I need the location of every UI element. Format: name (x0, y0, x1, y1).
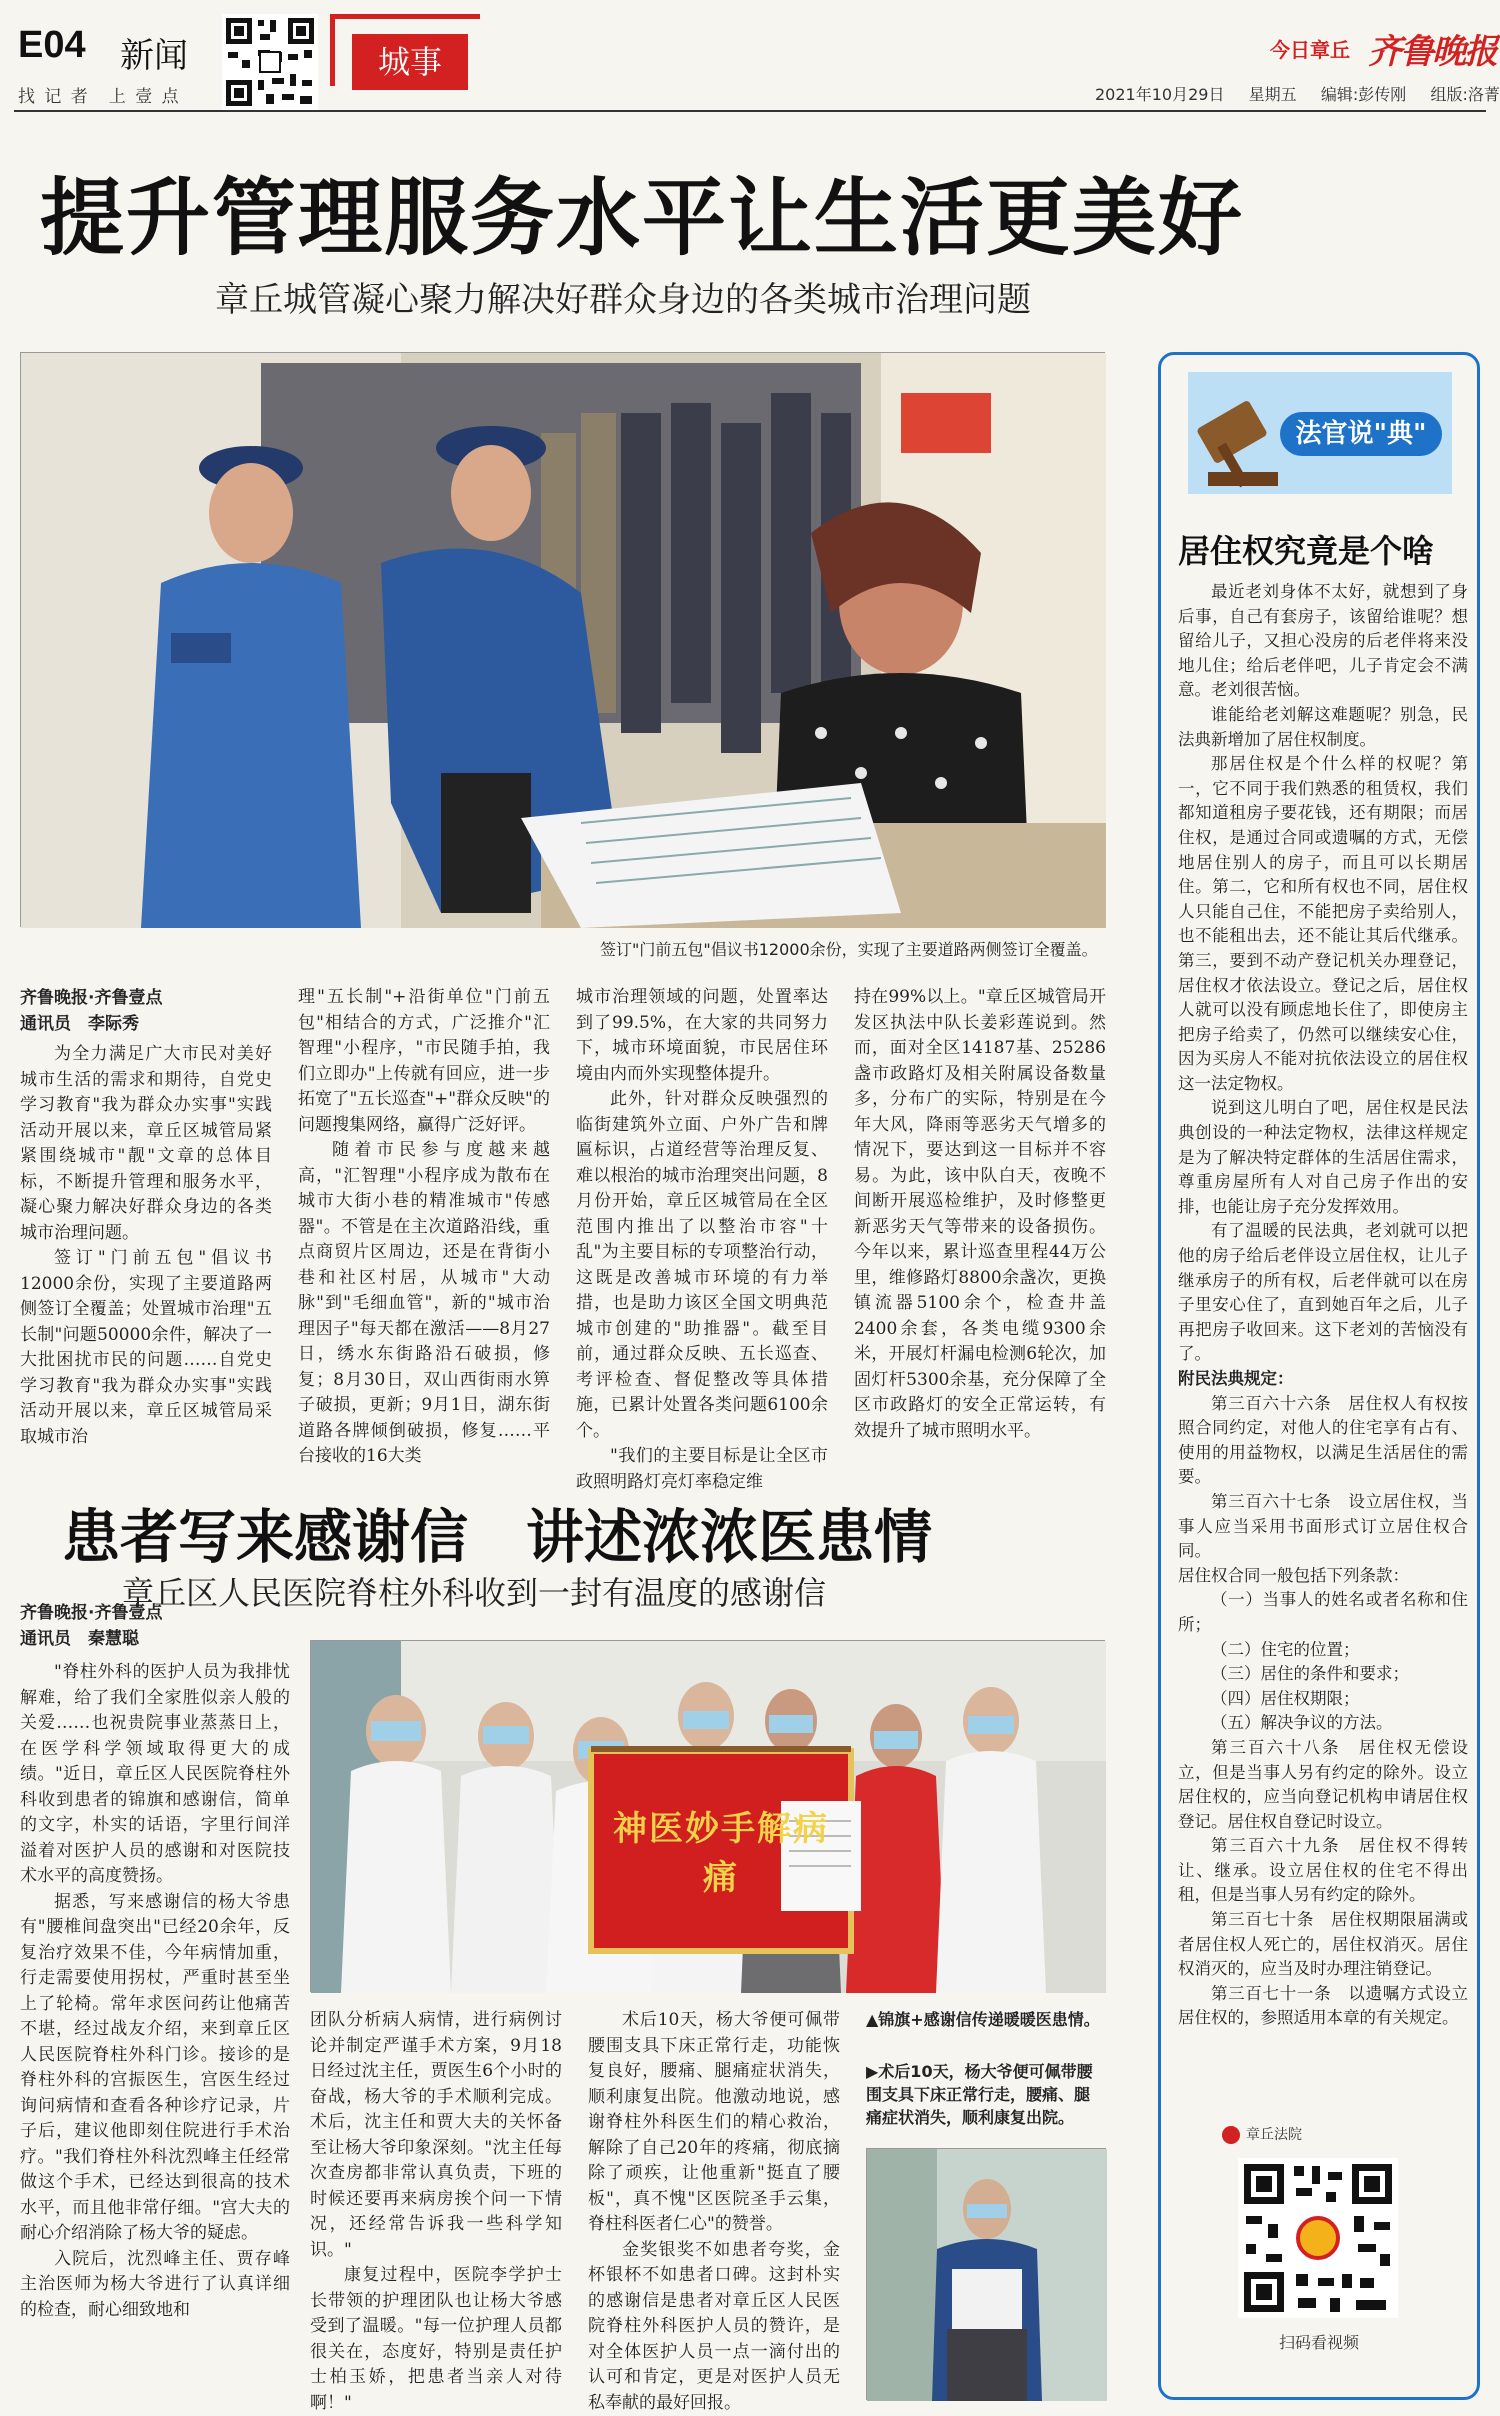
article1-column-1 (20, 1042, 272, 1452)
article2-caption-2: ▶术后10天，杨大爷便可佩带腰围支具下床正常行走，腰痛、腿痛症状消失，顺利康复出院。 (866, 2060, 1101, 2129)
editor: 编辑:彭传刚 (1321, 85, 1406, 104)
law-article: 第三百七十一条 以遗嘱方式设立居住权的，参照适用本章的有关规定。 (1178, 1982, 1468, 2031)
law-article: （二）住宅的位置； (1178, 1638, 1468, 1663)
masthead-rule (14, 110, 1486, 112)
sidebar-qr-code (1238, 2158, 1398, 2318)
article1-byline-outlet: 齐鲁晚报·齐鲁壹点 (20, 985, 270, 1011)
paragraph: 康复过程中，医院李学护士长带领的护理团队也让杨大爷感受到了温暖。"每一位护理人员都很关在，态度好，特别是责任护士柏玉娇，把患者当亲人对待啊！" (310, 2263, 562, 2416)
date-line (1095, 82, 1500, 105)
paragraph: 城市治理领域的问题，处置率达到了99.5%，在大家的共同努力下，城市环境面貌，市民居住环境由内而外实现整体提升。 (576, 985, 828, 1087)
paragraph: 金奖银奖不如患者夸奖，金杯银杯不如患者口碑。这封朴实的感谢信是患者对章丘区人民医院脊柱外科医护人员的赞许，是对全体医护人员一点一滴付出的认可和肯定，更是对医护人员无私奉献的最好回报。 (588, 2238, 840, 2416)
article2-subhead: 章丘区人民医院脊柱外科收到一封有温度的感谢信 (122, 1568, 1082, 1614)
sidebar-title: 居住权究竟是个啥 (1178, 526, 1468, 572)
paragraph: 签订"门前五包"倡议书12000余份，实现了主要道路两侧签订全覆盖；处置城市治理"五长制"问题50000余件，解决了一大批困扰市民的问题……自党史学习教育"我为群众办实事"实践活动开展以来，章丘区城管局采取城市治 (20, 1246, 272, 1450)
article2-column-3 (588, 2008, 840, 2400)
article2-column-1 (20, 1660, 290, 2400)
paragraph: 那居住权是个什么样的权呢？第一，它不同于我们熟悉的租赁权，我们都知道租房子要花钱，还有期限；而居住权，是通过合同或遗嘱的方式，无偿地居住别人的房子，而且可以长期居住。第二，它和所有权也不同，居住权人只能自己住，不能把房子卖给别人，也不能租出去，还不能让其后代继承。第三，要到不动产登记机关办理登记，居住权才依法设立。登记之后，居住权人就可以没有顾虑地长住了，即使房主把房子给卖了，仍然可以继续安心住，因为买房人不能对抗依法设立的居住权这一法定物权。 (1178, 752, 1468, 1096)
paper-logo: 齐鲁晚报 (1368, 24, 1496, 73)
article2-photo (310, 1640, 1105, 1992)
law-article: （三）居住的条件和要求； (1178, 1662, 1468, 1687)
paragraph: 说到这儿明白了吧，居住权是民法典创设的一种法定物权，法律这样规定是为了解决特定群体的生活居住需求，尊重房屋所有人对自己房子作出的安排，也能让房子充分发挥效用。 (1178, 1096, 1468, 1219)
article2-byline-outlet: 齐鲁晚报·齐鲁壹点 (20, 1600, 290, 1626)
article2-byline-reporter: 通讯员 秦慧聪 (20, 1626, 290, 1652)
sidebar-body (1178, 580, 1468, 2100)
section-label: 新闻 (120, 28, 188, 77)
page-number: E04 (18, 24, 86, 67)
paragraph: 持在99%以上。"章丘区城管局开发区执法中队长姜彩莲说到。然而，面对全区14187基、25286盏市政路灯及相关附属设备数量多，分布广的实际，特别是在今年大风，降雨等恶劣天气增多的情况下，要达到这一目标并不容易。为此，该中队白天，夜晚不间断开展巡检维护，及时修整更新恶劣天气等带来的设备损伤。今年以来，累计巡查里程44万公里，维修路灯8800余盏次，更换镇流器5100余个，检查井盖2400余套，各类电缆9300余米，开展灯杆漏电检测6轮次，加固灯杆5300余基，充分保障了全区市政路灯的安全正常运转，有效提升了城市照明水平。 (854, 985, 1106, 1444)
law-article: 第三百七十条 居住权期限届满或者居住权人死亡的，居住权消灭。居住权消灭的，应当及时办理注销登记。 (1178, 1908, 1468, 1982)
sidebar-attach-title: 附民法典规定： (1178, 1367, 1468, 1392)
slogan: 找 记 者 上 壹 点 (18, 82, 181, 107)
issue-date: 2021年10月29日 (1095, 85, 1224, 104)
court-label: 章丘法院 (1246, 2124, 1302, 2144)
paragraph: 谁能给老刘解这难题呢？别急，民法典新增加了居住权制度。 (1178, 703, 1468, 752)
law-article: 居住权合同一般包括下列条款： (1178, 1564, 1468, 1589)
paragraph: 随着市民参与度越来越高，"汇智理"小程序成为散布在城市大街小巷的精准城市"传感器"。不管是在主次道路沿线，重点商贸片区周边，还是在背街小巷和社区村居，从城市"大动脉"到"毛细血管"，新的"城市治理因子"每天都在激活——8月27日，绣水东街路沿石破损，修复；8月30日，双山西街雨水箅子破损，更新；9月1日，湖东街道路各牌倾倒破损，修复……平台接收的16大类 (298, 1138, 550, 1470)
article2-headline: 患者写来感谢信 讲述浓浓医患情 (62, 1490, 1102, 1574)
paragraph: 入院后，沈烈峰主任、贾存峰主治医师为杨大爷进行了认真详细的检查，耐心细致地和 (20, 2247, 290, 2324)
article1-byline (20, 985, 270, 1037)
section-tag: 城事 (352, 34, 468, 90)
article1-column-3 (576, 985, 828, 1452)
court-emblem-icon (1222, 2126, 1240, 2144)
paragraph: 理"五长制"+沿街单位"门前五包"相结合的方式，广泛推介"汇智理"小程序，"市民随手拍，我们立即办"上传就有回应，进一步拓宽了"五长巡查"+"群众反映"的问题搜集网络，赢得广泛好评。 (298, 985, 550, 1138)
law-article: （四）居住权期限； (1178, 1687, 1468, 1712)
law-article: 第三百六十九条 居住权不得转让、继承。设立居住权的住宅不得出租，但是当事人另有约定的除外。 (1178, 1834, 1468, 1908)
masthead-qr-code (222, 14, 318, 110)
paragraph: "我们的主要目标是让全区市政照明路灯亮灯率稳定维 (576, 1444, 828, 1495)
law-article: 第三百六十八条 居住权无偿设立，但是当事人另有约定的除外。设立居住权的，应当向登记机构申请居住权登记。居住权自登记时设立。 (1178, 1736, 1468, 1834)
paragraph: 有了温暖的民法典，老刘就可以把他的房子给后老伴设立居住权，让儿子继承房子的所有权，后老伴就可以在房子里安心住了，直到她百年之后，儿子再把房子收回来。这下老刘的苦恼没有了。 (1178, 1219, 1468, 1367)
paragraph: 最近老刘身体不太好，就想到了身后事，自己有套房子，该留给谁呢？想留给儿子，又担心没房的后老伴将来没地儿住；给后老伴吧，儿子肯定会不满意。老刘很苦恼。 (1178, 580, 1468, 703)
proofreader: 组版:洛菁 (1430, 85, 1499, 104)
law-article: 第三百六十七条 设立居住权，当事人应当采用书面形式订立居住权合同。 (1178, 1490, 1468, 1564)
sidebar-badge (1188, 372, 1452, 494)
banner-text: 神医妙手解病痛 (601, 1801, 841, 1899)
law-article: 第三百六十六条 居住权人有权按照合同约定，对他人的住宅享有占有、使用的用益物权，以满足生活居住的需要。 (1178, 1392, 1468, 1490)
paragraph: 此外，针对群众反映强烈的临街建筑外立面、户外广告和牌匾标识，占道经营等治理反复、难以根治的城市治理突出问题，8月份开始，章丘区城管局在全区范围内推出了以整治市容"十乱"为主要目标的专项整治行动，这既是改善城市环境的有力举措，也是助力该区全国文明典范城市创建的"助推器"。截至目前，通过群众反映、五长巡查、考评检查、督促整改等具体措施，已累计处置各类问题6100余个。 (576, 1087, 828, 1444)
paragraph: 术后10天，杨大爷便可佩带腰围支具下床正常行走，功能恢复良好，腰痛、腿痛症状消失，顺利康复出院。他激动地说，感谢脊柱外科医生们的精心救治，解除了自己20年的疼痛，彻底摘除了顽疾，让他重新"挺直了腰板"，真不愧"区医院圣手云集，脊柱科医者仁心"的赞誉。 (588, 2008, 840, 2238)
law-article: （一）当事人的姓名或者名称和住所； (1178, 1588, 1468, 1637)
article1-column-4 (854, 985, 1106, 1452)
article1-subhead: 章丘城管凝心聚力解决好群众身边的各类城市治理问题 (215, 272, 1315, 321)
paragraph: "脊柱外科的医护人员为我排忧解难，给了我们全家胜似亲人般的关爱……也祝贵院事业蒸蒸日上，在医学科学领域取得更大的成绩。"近日，章丘区人民医院脊柱外科收到患者的锦旗和感谢信，简单的文字，朴实的话语，字里行间洋溢着对医护人员的感谢和对医院技术水平的高度赞扬。 (20, 1660, 290, 1890)
article1-column-2 (298, 985, 550, 1452)
masthead (0, 0, 1500, 118)
article1-byline-reporter: 通讯员 李际秀 (20, 1011, 270, 1037)
today-label: 今日章丘 (1270, 34, 1350, 63)
law-article: （五）解决争议的方法。 (1178, 1711, 1468, 1736)
article1-photo (20, 352, 1105, 927)
qr-caption: 扫码看视频 (1158, 2330, 1480, 2353)
weekday: 星期五 (1249, 85, 1297, 104)
sidebar-badge-label: 法官说"典" (1280, 412, 1442, 456)
paragraph: 为全力满足广大市民对美好城市生活的需求和期待，自党史学习教育"我为群众办实事"实践活动开展以来，章丘区城管局紧紧围绕城市"靓"文章的总体目标，不断提升管理和服务水平，凝心聚力解决好群众身边的各类城市治理问题。 (20, 1042, 272, 1246)
paragraph: 团队分析病人病情，进行病例讨论并制定严谨手术方案，9月18日经过沈主任，贾医生6个小时的奋战，杨大爷的手术顺利完成。术后，沈主任和贾大夫的关怀备至让杨大爷印象深刻。"沈主任每次查房都非常认真负责，下班的时候还要再来病房挨个问一下情况，还经常告诉我一些科学知识。" (310, 2008, 562, 2263)
article2-caption-1: ▲锦旗+感谢信传递暖暖医患情。 (866, 2008, 1101, 2031)
paragraph: 据悉，写来感谢信的杨大爷患有"腰椎间盘突出"已经20余年，反复治疗效果不佳，今年病情加重，行走需要使用拐杖，严重时甚至坐上了轮椅。常年求医问药让他痛苦不堪，经过战友介绍，来到章丘区人民医院脊柱外科门诊。接诊的是脊柱外科的宫振医生，宫医生经过询问病情和查看各种诊疗记录，片子后，建议他即刻住院进行手术治疗。"我们脊柱外科沈烈峰主任经常做这个手术，已经达到很高的技术水平，而且他非常仔细。"宫大夫的耐心介绍消除了杨大爷的疑虑。 (20, 1890, 290, 2247)
article1-photo-caption: 签订"门前五包"倡议书12000余份，实现了主要道路两侧签订全覆盖。 (600, 937, 1120, 960)
patient-photo (866, 2148, 1106, 2400)
article2-column-2 (310, 2008, 562, 2400)
article2-byline (20, 1600, 290, 1652)
article1-headline: 提升管理服务水平让生活更美好 (40, 168, 1460, 268)
